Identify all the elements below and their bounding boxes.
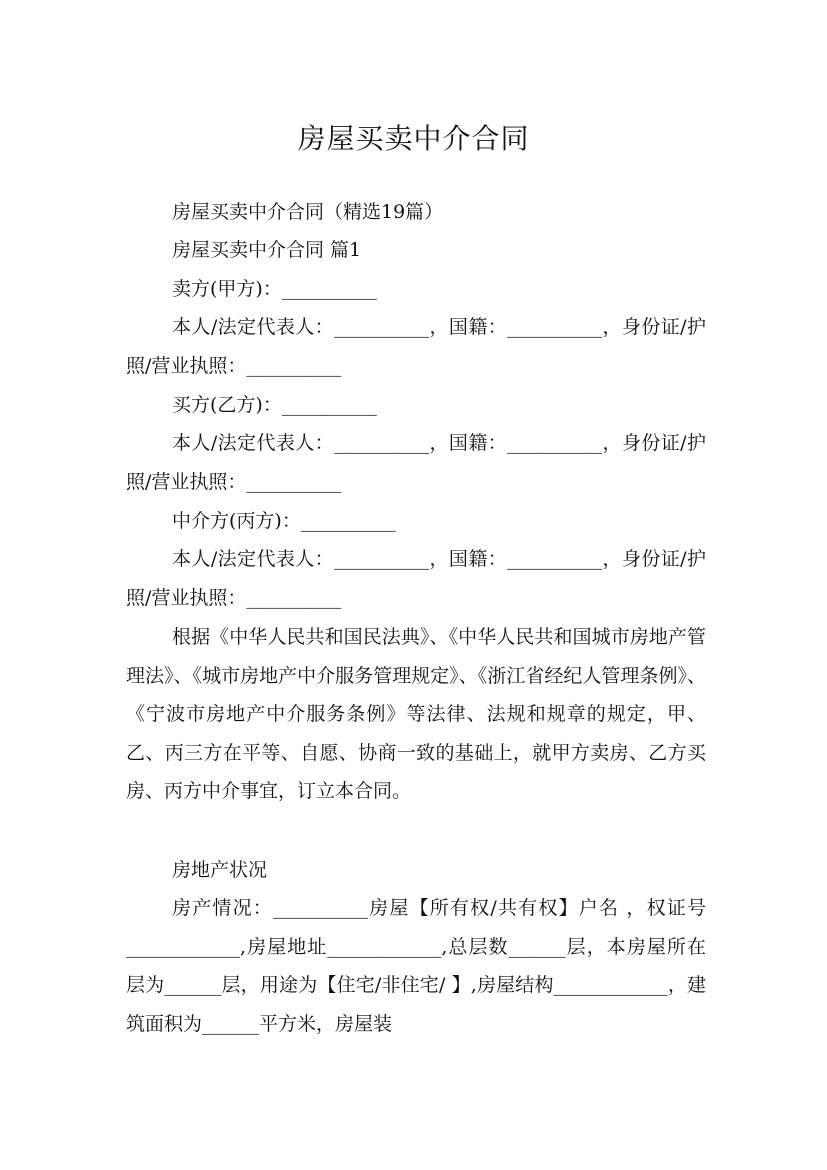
agent-line: 中介方(丙方)：__________ xyxy=(172,510,396,532)
property-status-heading: 房地产状况 xyxy=(172,859,268,881)
document-subtitle: 房屋买卖中介合同（精选19篇） xyxy=(172,201,444,223)
document-title: 房屋买卖中介合同 xyxy=(297,121,530,155)
agent-representative-paragraph: 本人/法定代表人：__________，国籍：__________，身份证/护照/营业执照：__________ xyxy=(126,548,706,609)
buyer-representative-paragraph: 本人/法定代表人：__________，国籍：__________，身份证/护照/营业执照：__________ xyxy=(126,432,706,493)
legal-basis-paragraph: 根据《中华人民共和国民法典》、《中华人民共和国城市房地产管理法》、《城市房地产中介服务管理规定》、《浙江省经纪人管理条例》、《宁波市房地产中介服务条例》等法律、法规和规章的规定，甲、乙、丙三方在平等、自愿、协商一致的基础上，就甲方卖房、乙方买房、丙方中介事宜，订立本合同。 xyxy=(126,626,706,803)
seller-line: 卖方(甲方)：__________ xyxy=(172,278,377,300)
section-heading: 房屋买卖中介合同 篇1 xyxy=(172,239,362,261)
buyer-line: 买方(乙方)：__________ xyxy=(172,394,377,416)
property-details-paragraph: 房产情况：__________房屋【所有权/共有权】户名 ，权证号____________,房屋地址____________,总层数______层，本房屋所在层为______层，用途为【住宅/非住宅/ 】,房屋结构____________，建筑面积为______平方米，房屋装 xyxy=(126,897,706,1035)
seller-representative-paragraph: 本人/法定代表人：__________，国籍：__________，身份证/护照/营业执照：__________ xyxy=(126,316,706,377)
